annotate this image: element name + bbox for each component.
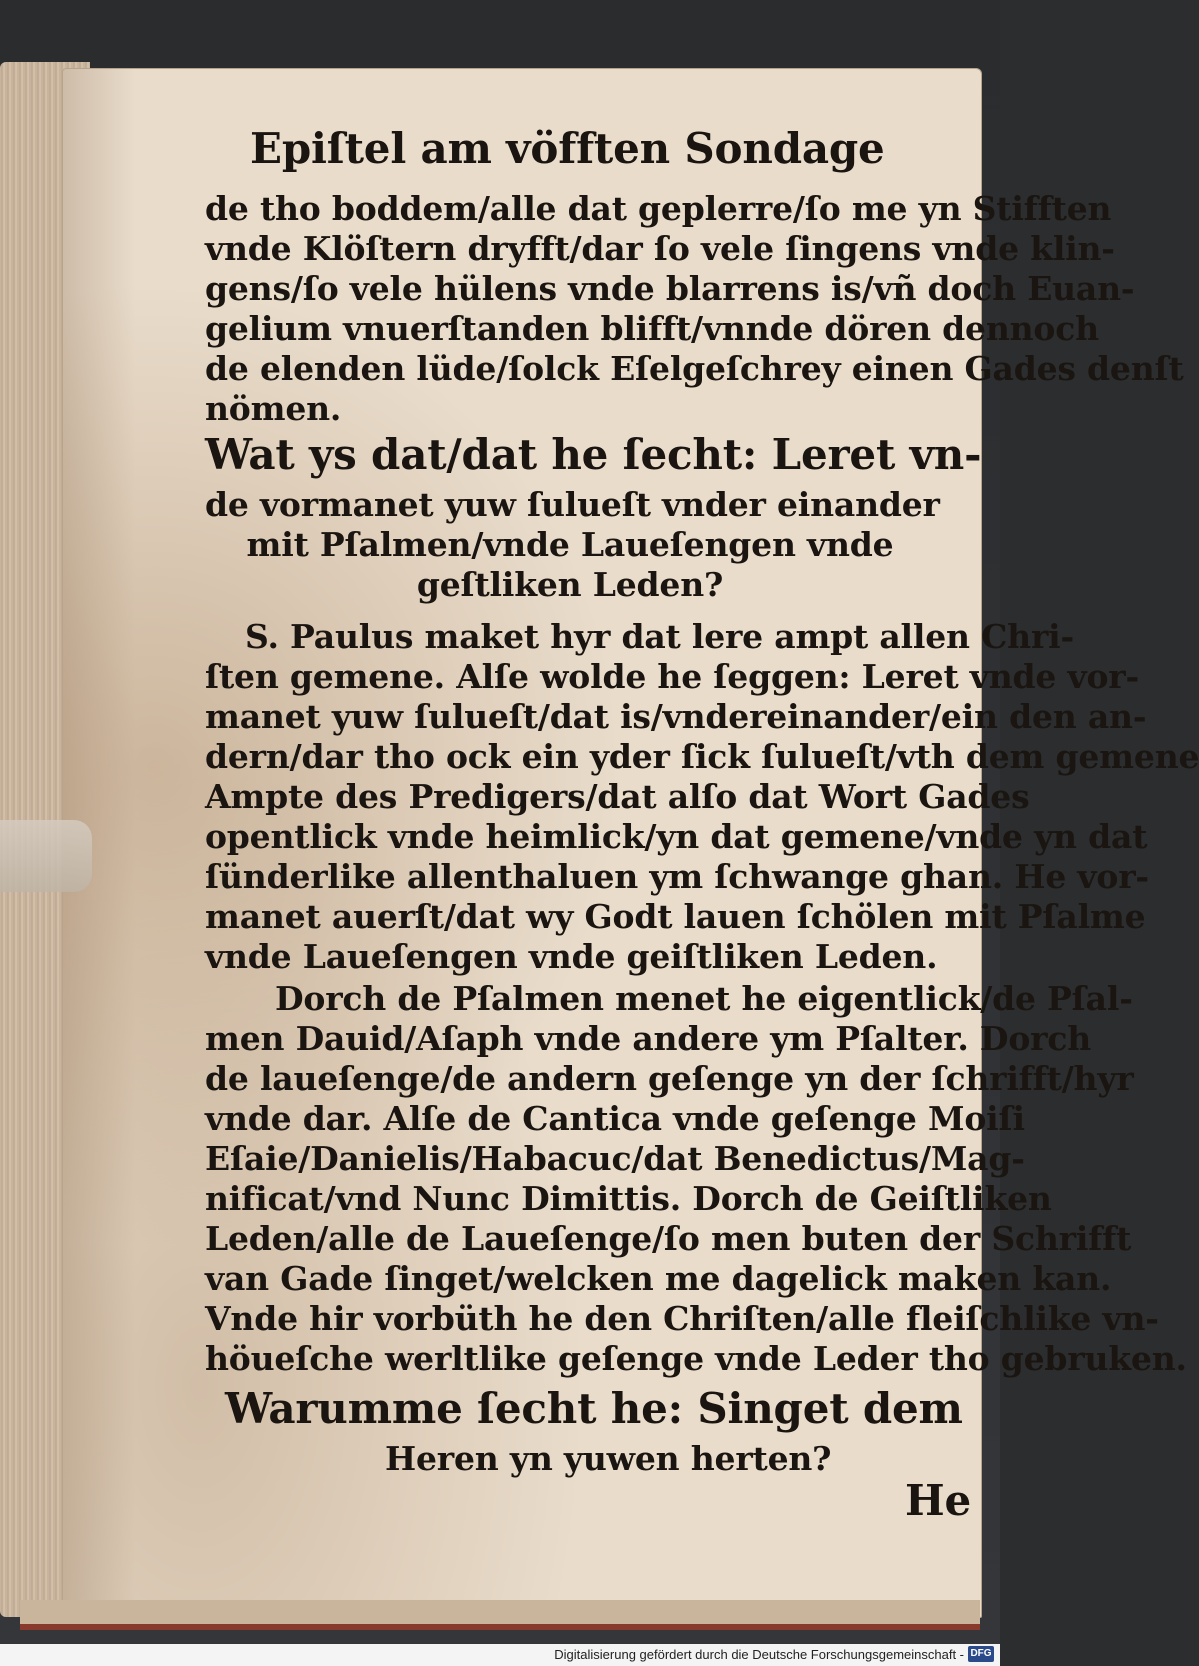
text-line: manet yuw ſulueſt/dat is/vndereinander/ein den an- — [205, 697, 1147, 736]
text-line: van Gade ſinget/welcken me dagelick maken kan. — [205, 1259, 1112, 1298]
running-head: Epiſtel am vöfften Sondage — [250, 124, 885, 173]
text-line: men Dauid/Aſaph vnde andere ym Pſalter. Dorch — [205, 1019, 1092, 1058]
section-heading-line: geſtliken Leden? — [416, 565, 724, 604]
text-line: vnde Klöſtern dryfft/dar ſo vele ſingens vnde klin- — [205, 229, 1115, 268]
section-heading: Warumme ſecht he: Singet dem — [225, 1384, 963, 1433]
text-line: ſten gemene. Alſe wolde he ſeggen: Leret vnde vor- — [205, 657, 1139, 696]
dfg-logo-icon: DFG — [968, 1646, 994, 1662]
funding-notice: Digitalisierung gefördert durch die Deutsche Forschungsgemeinschaft - — [554, 1647, 964, 1662]
section-heading-line: mit Pſalmen/vnde Laueſengen vnde — [246, 525, 894, 564]
text-line: Leden/alle de Laueſenge/ſo men buten der Schrifft — [205, 1219, 1132, 1258]
text-line: Dorch de Pſalmen menet he eigentlick/de Pſal- — [275, 979, 1133, 1018]
catchword: He — [905, 1476, 972, 1525]
text-line: gens/ſo vele hülens vnde blarrens is/vñ doch Euan- — [205, 269, 1135, 308]
text-line: nömen. — [205, 389, 342, 428]
text-line: Ampte des Predigers/dat alſo dat Wort Gades — [205, 777, 1030, 816]
text-line: opentlick vnde heimlick/yn dat gemene/vnde yn dat — [205, 817, 1148, 856]
text-line: vnde Laueſengen vnde geiſtliken Leden. — [205, 937, 938, 976]
text-line: de elenden lüde/ſolck Eſelgeſchrey einen Gades denſt — [205, 349, 1184, 388]
text-line: S. Paulus maket hyr dat lere ampt allen Chri- — [245, 617, 1074, 656]
text-line: dern/dar tho ock ein yder ſick ſulueſt/vth dem gemene — [205, 737, 1199, 776]
text-line: de laueſenge/de andern geſenge yn der ſchrifft/hyr — [205, 1059, 1134, 1098]
section-heading-line: Heren yn yuwen herten? — [385, 1439, 832, 1478]
text-line: de tho boddem/alle dat geplerre/ſo me yn Stifften — [205, 189, 1112, 228]
book-clamp — [0, 820, 92, 892]
book-bottom-edge — [20, 1600, 980, 1630]
section-heading-line: de vormanet yuw ſulueſt vnder einander — [205, 485, 940, 524]
section-heading: Wat ys dat/dat he ſecht: Leret vn- — [205, 430, 982, 479]
text-line: Vnde hir vorbüth he den Chriſten/alle fleiſchlike vn- — [205, 1299, 1159, 1338]
text-line: Eſaie/Danielis/Habacuc/dat Benedictus/Mag- — [205, 1139, 1025, 1178]
text-line: gelium vnuerſtanden blifft/vnnde dören dennoch — [205, 309, 1099, 348]
text-line: ſünderlike allenthaluen ym ſchwange ghan. He vor- — [205, 857, 1149, 896]
text-line: manet auerſt/dat wy Godt lauen ſchölen mit Pſalme — [205, 897, 1146, 936]
text-line: höueſche werltlike geſenge vnde Leder tho gebruken. — [205, 1339, 1187, 1378]
text-line: vnde dar. Alſe de Cantica vnde geſenge Moiſi — [205, 1099, 1025, 1138]
text-line: nificat/vnd Nunc Dimittis. Dorch de Geiſtliken — [205, 1179, 1052, 1218]
